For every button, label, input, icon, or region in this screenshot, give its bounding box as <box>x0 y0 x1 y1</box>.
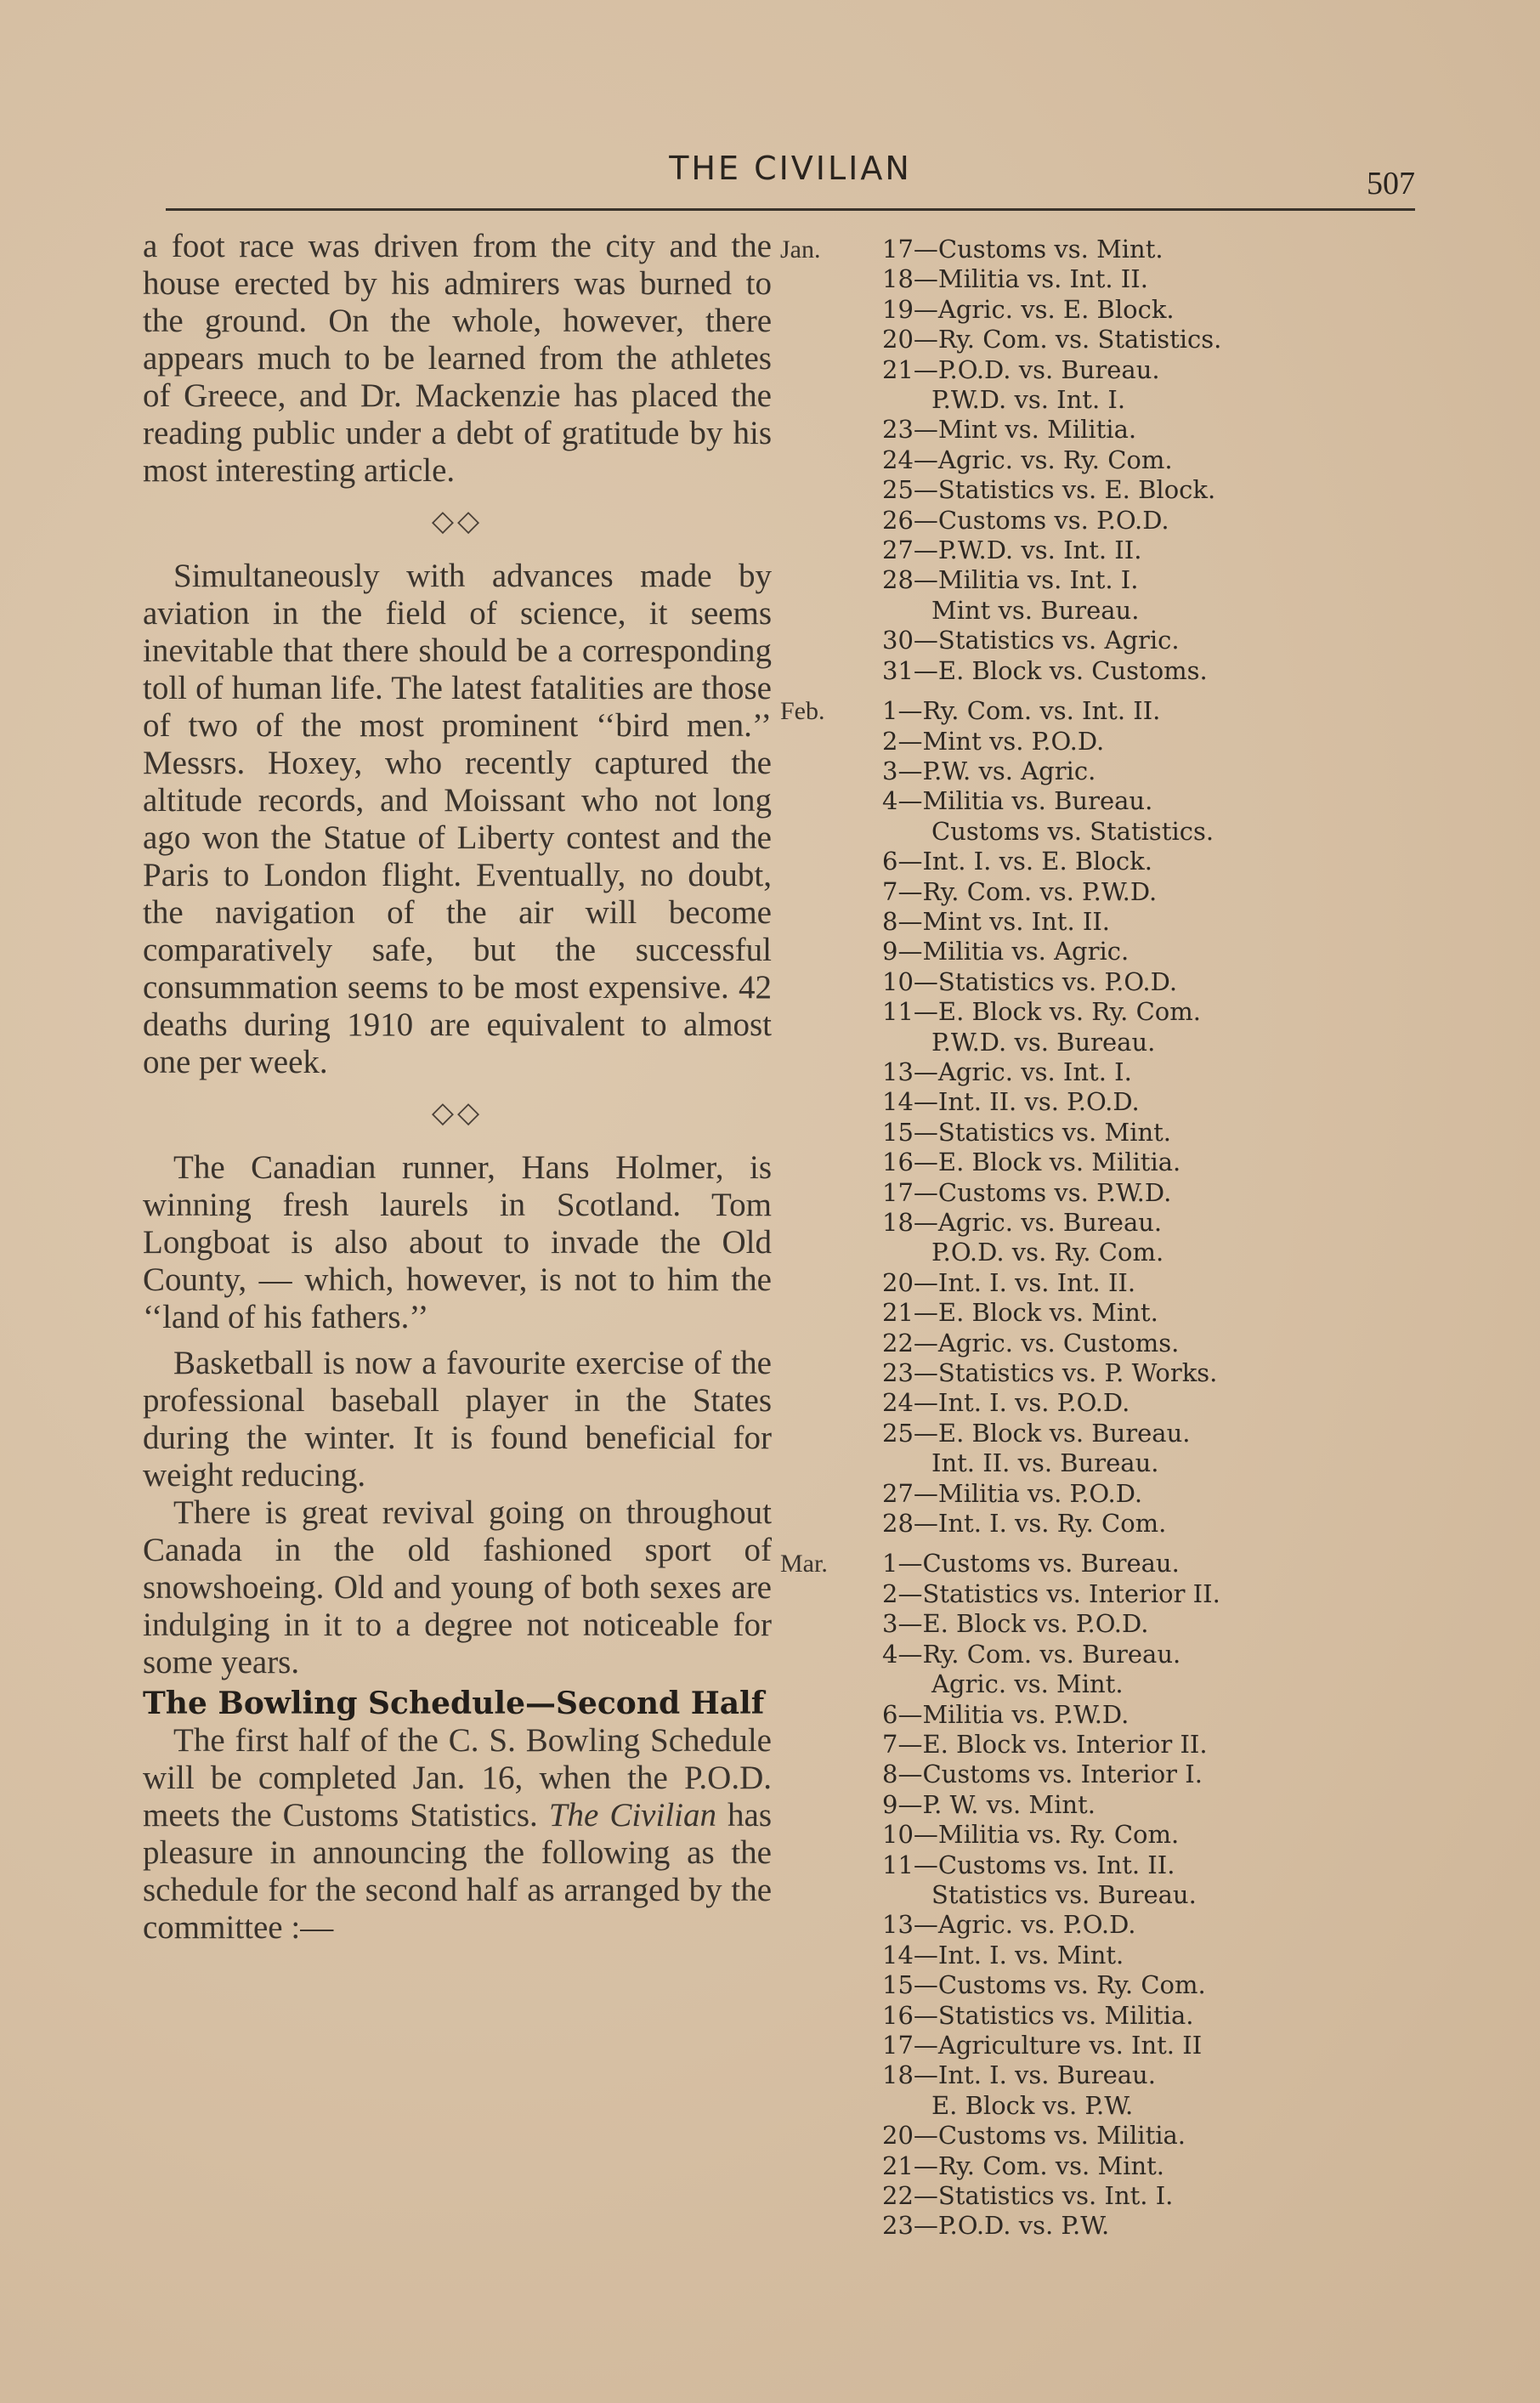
page-number: 507 <box>1367 166 1415 201</box>
schedule-entry: 19—Agric. vs. E. Block. <box>882 294 1175 324</box>
paragraph-bowling <box>143 1722 772 1947</box>
schedule-entry: 21—Ry. Com. vs. Mint. <box>882 2151 1164 2180</box>
schedule-entry: 24—Agric. vs. Ry. Com. <box>882 445 1173 474</box>
schedule-entry: 23—Statistics vs. P. Works. <box>882 1358 1218 1388</box>
schedule-entry: 2—Mint vs. P.O.D. <box>882 726 1105 756</box>
schedule-entry: 11—Customs vs. Int. II. <box>882 1850 1175 1879</box>
month-gap <box>780 1539 1392 1549</box>
schedule-entry: 7—E. Block vs. Interior II. <box>882 1729 1208 1759</box>
paragraph-runner: The Canadian runner, Hans Holmer, is winning fresh laurels in Scotland. Tom Longboat is also about to invade the Old County, — which, however, is not to him the ‘‘land of his fathers.’’ <box>143 1149 772 1335</box>
schedule-entry: 8—Customs vs. Interior I. <box>882 1760 1203 1789</box>
header-rule <box>166 208 1415 211</box>
schedule-entry: 9—P. W. vs. Mint. <box>882 1789 1096 1819</box>
schedule-entry: 23—P.O.D. vs. P.W. <box>882 2211 1110 2241</box>
publication-name: The Civilian <box>548 1797 716 1833</box>
month-label: Feb. <box>780 697 825 726</box>
bowling-text-b: has pleasure in announcing the following as the schedule for the second half as arranged by the committee :— <box>143 1797 773 1946</box>
bowling-schedule-heading: The Bowling Schedule—Second Half <box>143 1686 765 1721</box>
schedule-entry: 17—Customs vs. P.W.D. <box>882 1177 1172 1207</box>
schedule-entry: 3—P.W. vs. Agric. <box>882 756 1096 785</box>
schedule-entry: Customs vs. Statistics. <box>931 816 1214 846</box>
schedule-entry: 28—Militia vs. Int. I. <box>882 565 1139 595</box>
schedule-entry: 6—Militia vs. P.W.D. <box>882 1699 1130 1729</box>
paragraph-basketball: Basketball is now a favourite exercise of the professional baseball player in the States during the winter. It is found beneficial for weight reducing. <box>143 1345 772 1493</box>
schedule-entry: 7—Ry. Com. vs. P.W.D. <box>882 876 1158 906</box>
schedule-entry: 3—E. Block vs. P.O.D. <box>882 1609 1149 1639</box>
schedule-entry: 30—Statistics vs. Agric. <box>882 626 1180 655</box>
schedule-entry: 6—Int. I. vs. E. Block. <box>882 847 1152 876</box>
bowling-text-a: The first half of the C. S. Bowling Schedule will be completed Jan. 16, when the P.O.D. meets the Customs Statistics. <box>143 1722 772 1833</box>
schedule-entry: 1—Ry. Com. vs. Int. II. <box>882 696 1161 726</box>
schedule-entry: 27—P.W.D. vs. Int. II. <box>882 536 1142 565</box>
paragraph-athletes: a foot race was driven from the city and the house erected by his admirers was burned to the ground. On the whole, however, there appears much to be learned from the athletes of Greece, and Dr. Mackenzie has placed the reading public under a debt of gratitude by his most interesting article. <box>143 228 772 489</box>
schedule-entry: 18—Militia vs. Int. II. <box>882 264 1148 294</box>
schedule-entry: Agric. vs. Mint. <box>931 1669 1124 1699</box>
schedule-entry: 8—Mint vs. Int. II. <box>882 906 1111 936</box>
schedule-entry: 22—Statistics vs. Int. I. <box>882 2181 1174 2210</box>
section-ornament: ◇◇ <box>431 506 484 537</box>
schedule-entry: 21—P.O.D. vs. Bureau. <box>882 354 1160 384</box>
schedule-entry: P.W.D. vs. Bureau. <box>931 1027 1156 1057</box>
schedule-entry: 25—E. Block vs. Bureau. <box>882 1418 1191 1448</box>
schedule-entry: 31—E. Block vs. Customs. <box>882 655 1208 685</box>
running-title: THE CIVILIAN <box>669 150 912 187</box>
schedule-entry: 23—Mint vs. Militia. <box>882 415 1137 445</box>
schedule-entry: 10—Statistics vs. P.O.D. <box>882 966 1178 996</box>
schedule-month-feb <box>780 696 1392 1539</box>
schedule-entry: 13—Agric. vs. P.O.D. <box>882 1910 1136 1940</box>
paragraph-aviation: Simultaneously with advances made by aviation in the field of science, it seems inevitable that there should be a corresponding toll of human life. The latest fatalities are those of two of the most prominent ‘‘bird men.’’ Messrs. Hoxey, who recently captured the altitude records, and Moissant who not long ago won the Statue of Liberty contest and the Paris to London flight. Eventually, no doubt, the navigation of the air will become comparatively safe, but the successful consummation seems to be most expensive. 42 deaths during 1910 are equivalent to almost one per week. <box>143 558 772 1080</box>
schedule-entry: 14—Int. II. vs. P.O.D. <box>882 1087 1140 1117</box>
schedule-entry: 13—Agric. vs. Int. I. <box>882 1057 1132 1086</box>
schedule-entry: 2—Statistics vs. Interior II. <box>882 1578 1220 1608</box>
schedule-entry: 15—Customs vs. Ry. Com. <box>882 1970 1206 2000</box>
section-ornament: ◇◇ <box>431 1097 484 1129</box>
schedule-entry: Mint vs. Bureau. <box>931 595 1140 625</box>
schedule-entry: 21—E. Block vs. Mint. <box>882 1298 1158 1328</box>
schedule-entry: P.W.D. vs. Int. I. <box>931 385 1126 415</box>
schedule-entry: 27—Militia vs. P.O.D. <box>882 1478 1143 1508</box>
schedule-entry: 28—Int. I. vs. Ry. Com. <box>882 1509 1167 1539</box>
schedule-entry: 17—Customs vs. Mint. <box>882 235 1163 264</box>
schedule-entry: 20—Ry. Com. vs. Statistics. <box>882 325 1222 354</box>
schedule-entry: E. Block vs. P.W. <box>931 2090 1134 2120</box>
schedule-month-jan <box>780 235 1392 686</box>
schedule-entry: Statistics vs. Bureau. <box>931 1879 1197 1909</box>
schedule-entry: 9—Militia vs. Agric. <box>882 937 1130 966</box>
schedule-entry: 16—E. Block vs. Militia. <box>882 1148 1181 1177</box>
schedule-entry: 20—Int. I. vs. Int. II. <box>882 1267 1136 1297</box>
schedule-entry: 16—Statistics vs. Militia. <box>882 2000 1194 2030</box>
schedule-entry: 18—Int. I. vs. Bureau. <box>882 2060 1156 2090</box>
schedule-entry: 1—Customs vs. Bureau. <box>882 1549 1180 1578</box>
schedule-entry: Int. II. vs. Bureau. <box>931 1448 1159 1478</box>
month-gap <box>780 686 1392 696</box>
schedule-month-mar <box>780 1549 1392 2241</box>
schedule-entry: 10—Militia vs. Ry. Com. <box>882 1820 1180 1850</box>
schedule-entry: 15—Statistics vs. Mint. <box>882 1117 1172 1147</box>
schedule-entry: 22—Agric. vs. Customs. <box>882 1328 1180 1357</box>
schedule-entry: 4—Militia vs. Bureau. <box>882 786 1153 816</box>
month-label: Jan. <box>780 235 821 264</box>
schedule-entry: 4—Ry. Com. vs. Bureau. <box>882 1639 1181 1669</box>
schedule-entry: 11—E. Block vs. Ry. Com. <box>882 997 1201 1027</box>
schedule-entry: 25—Statistics vs. E. Block. <box>882 475 1216 505</box>
month-label: Mar. <box>780 1550 828 1578</box>
schedule-entry: 14—Int. I. vs. Mint. <box>882 1940 1124 1969</box>
schedule-entry: 24—Int. I. vs. P.O.D. <box>882 1388 1130 1418</box>
schedule-entry: 20—Customs vs. Militia. <box>882 2121 1186 2151</box>
bowling-schedule <box>780 235 1392 2241</box>
left-column <box>143 228 772 1947</box>
schedule-entry: 17—Agriculture vs. Int. II <box>882 2030 1203 2060</box>
schedule-entry: P.O.D. vs. Ry. Com. <box>931 1238 1164 1267</box>
schedule-entry: 18—Agric. vs. Bureau. <box>882 1208 1163 1237</box>
schedule-entry: 26—Customs vs. P.O.D. <box>882 505 1169 535</box>
paragraph-snowshoeing: There is great revival going on throughout Canada in the old fashioned sport of snowshoeing. Old and young of both sexes are indulging in it to a degree not noticeable for some years. <box>143 1494 772 1680</box>
